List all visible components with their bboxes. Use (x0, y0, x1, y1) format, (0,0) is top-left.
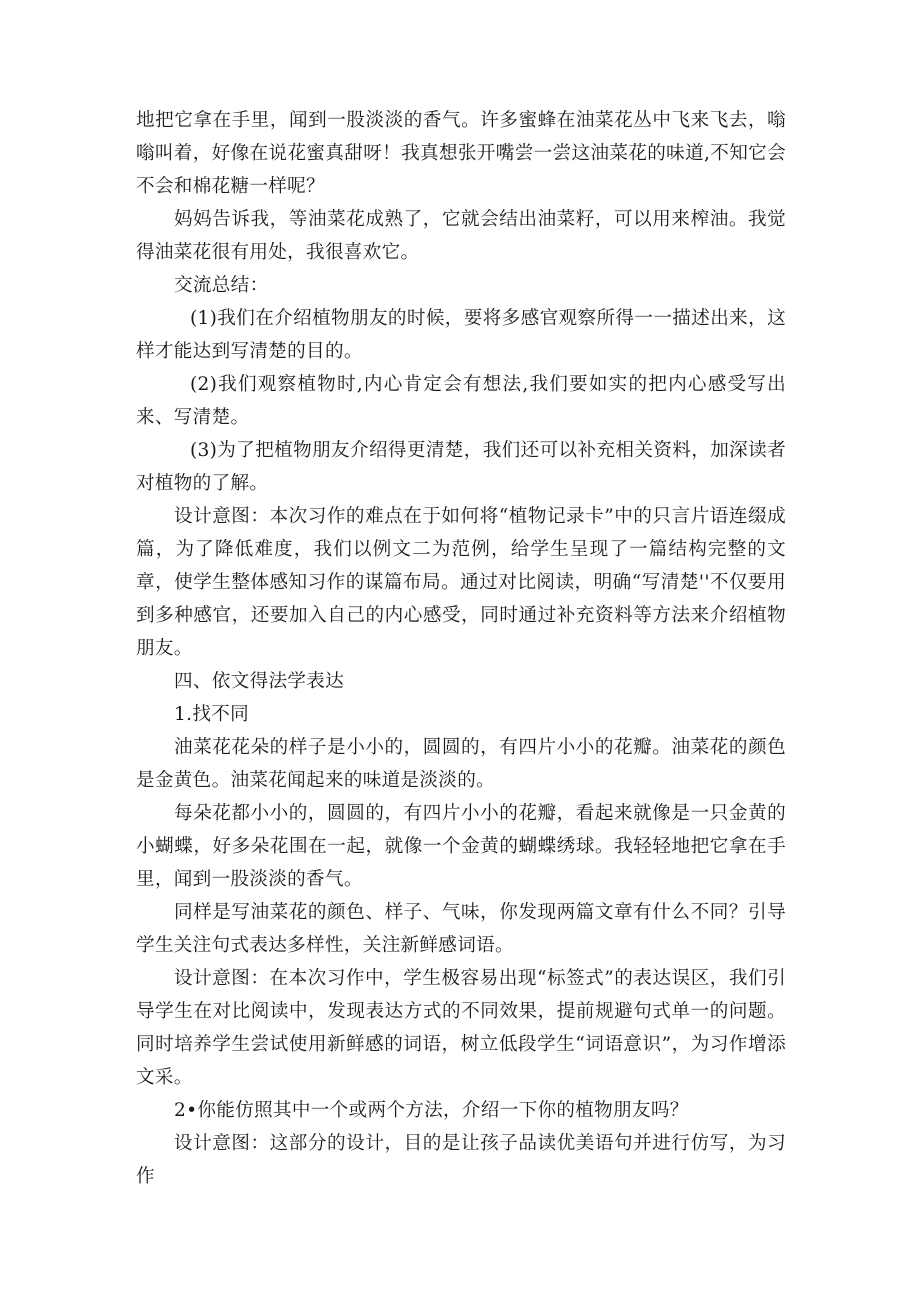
subheading-find-difference: 1.找不同 (174, 704, 250, 725)
paragraph-example-2: 每朵花都小小的，圆圆的，有四片小小的花瓣，看起来就像是一只金黄的小蝴蝶，好多朵花围在一起，就像一个金黄的蝴蝶绣球。我轻轻地把它拿在手里，闻到一股淡淡的香气。 (136, 803, 786, 890)
paragraph-example-1: 油菜花花朵的样子是小小的，圆圆的，有四片小小的花瓣。油菜花的颜色是金黄色。油菜花闻起来的味道是淡淡的。 (136, 737, 786, 791)
document-body (136, 104, 786, 1193)
subheading-imitate: 2•你能仿照其中一个或两个方法，介绍一下你的植物朋友吗？ (174, 1100, 689, 1121)
design-intent-3: 设计意图：这部分的设计，目的是让孩子品读优美语句并进行仿写，为习作 (136, 1133, 786, 1187)
summary-point-3: (3)为了把植物朋友介绍得更清楚，我们还可以补充相关资料，加深读者对植物的了解。 (136, 440, 786, 494)
paragraph-2: 妈妈告诉我，等油菜花成熟了，它就会结出油菜籽，可以用来榨油。我觉得油菜花很有用处，我很喜欢它。 (136, 209, 786, 263)
design-intent-2: 设计意图：在本次习作中，学生极容易出现“标签式”的表达误区，我们引导学生在对比阅读中，发现表达方式的不同效果，提前规避句式单一的问题。同时培养学生尝试使用新鲜感的词语，树立低段学生“词语意识”，为习作增添文采。 (136, 968, 786, 1088)
design-intent-1: 设计意图：本次习作的难点在于如何将“植物记录卡”中的只言片语连缀成篇，为了降低难度，我们以例文二为范例，给学生呈现了一篇结构完整的文章，使学生整体感知习作的谋篇布局。通过对比阅读，明确“写清楚''不仅要用到多种感官，还要加入自己的内心感受，同时通过补充资料等方法来介绍植物朋友。 (136, 506, 786, 659)
paragraph-question: 同样是写油菜花的颜色、样子、气味，你发现两篇文章有什么不同？引导学生关注句式表达多样性，关注新鲜感词语。 (136, 902, 786, 956)
summary-point-1: (1)我们在介绍植物朋友的时候，要将多感官观察所得一一描述出来，这样才能达到写清楚的目的。 (136, 308, 786, 362)
section-heading-summary: 交流总结： (174, 275, 269, 296)
paragraph-1: 地把它拿在手里，闻到一股淡淡的香气。许多蜜蜂在油菜花丛中飞来飞去，嗡嗡叫着，好像在说花蜜真甜呀！我真想张开嘴尝一尝这油菜花的味道,不知它会不会和棉花糖一样呢？ (136, 110, 786, 197)
section-heading-4: 四、依文得法学表达 (174, 671, 345, 692)
summary-point-2: (2)我们观察植物时,内心肯定会有想法,我们要如实的把内心感受写出来、写清楚。 (136, 374, 786, 428)
